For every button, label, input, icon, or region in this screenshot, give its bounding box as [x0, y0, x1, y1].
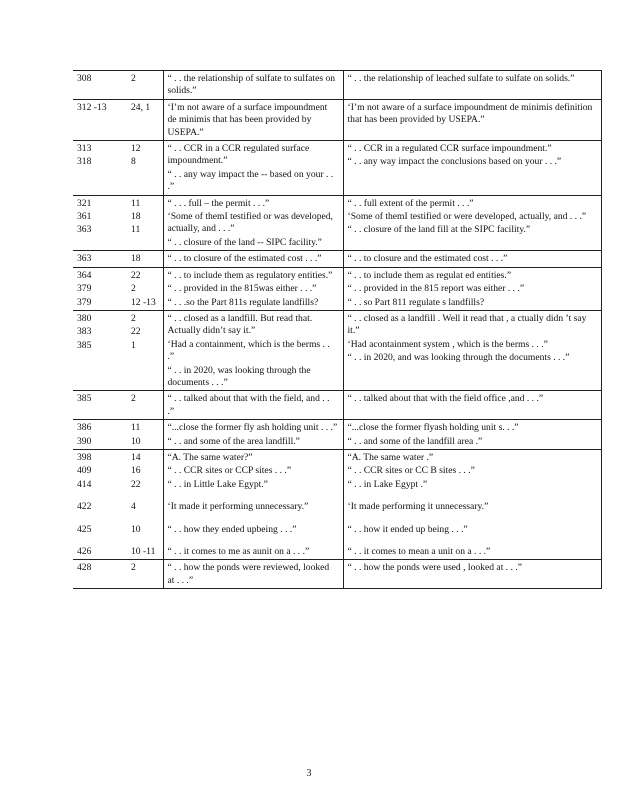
line-ref: 11 [131, 422, 141, 434]
original-text-cell [163, 251, 343, 267]
page-ref: 363 [77, 253, 92, 265]
original-text-cell [163, 391, 343, 420]
corrected-text: ‘I’m not aware of a surface impoundment de minimis definition that has been provided by USEPA.” [347, 101, 593, 126]
corrected-text: “ . . CCR sites or CC B sites . . .” [347, 465, 475, 477]
table-row [73, 141, 601, 196]
page-ref: 409 [77, 465, 92, 477]
line-ref: 1 [131, 339, 136, 351]
corrected-text: “ . . closed as a landfill . Well it read that , a ctually didn ’t say it.” [347, 312, 587, 337]
page-ref-cell [73, 71, 127, 100]
original-text-cell [163, 420, 343, 450]
page-ref: 414 [77, 478, 92, 490]
line-ref: 4 [131, 501, 136, 513]
original-text-cell [163, 449, 343, 559]
table-row [73, 267, 601, 310]
corrected-text-cell [343, 195, 601, 251]
corrected-text-cell [343, 99, 601, 140]
line-ref: 22 [131, 269, 141, 281]
corrected-text: “A. The same water .” [347, 451, 434, 463]
corrected-text-cell [343, 420, 601, 450]
page-ref-cell [73, 310, 127, 390]
line-ref: 10 [131, 435, 141, 447]
original-text: “A. The same water?” [167, 451, 253, 463]
corrected-text-cell [343, 391, 601, 420]
line-ref-cell [127, 420, 163, 450]
line-ref: 11 [131, 197, 141, 209]
line-ref: 2 [131, 73, 136, 84]
page-ref: 425 [77, 523, 92, 535]
original-text: “ . . . full – the permit . . .” [167, 197, 270, 209]
original-text-cell [163, 195, 343, 251]
original-text: “ . . in Little Lake Egypt.” [167, 478, 268, 490]
line-ref-cell [127, 310, 163, 390]
line-ref-cell [127, 99, 163, 140]
line-ref-cell [127, 560, 163, 589]
corrected-text: ‘Some of themI testified or were developed, actually, and . . .” [347, 211, 587, 223]
original-text: “ . . closed as a landfill. But read that. Actually didn’t say it.” [167, 312, 313, 337]
corrected-text: “ . . it comes to mean a unit on a . . .” [347, 546, 491, 557]
corrected-text: “ . . closure of the land fill at the SIPC facility.” [347, 224, 531, 236]
line-ref: 2 [131, 283, 136, 295]
corrected-text: “ . . to closure and the estimated cost . . .” [347, 253, 508, 265]
line-ref: 8 [131, 156, 136, 168]
original-text: ‘Had a containment, which is the berms . . .” [167, 338, 330, 363]
original-text-cell [163, 141, 343, 196]
original-text: “ . . any way impact the -- based on your . . .” [167, 168, 334, 193]
page-ref: 318 [77, 156, 92, 168]
corrected-text: “ . . the relationship of leached sulfate to sulfate on solids.” [347, 73, 575, 84]
page-ref-cell [73, 391, 127, 420]
corrected-text: ‘Had acontainment system , which is the berms . . .” [347, 338, 548, 350]
table-row [73, 560, 601, 589]
original-text: “ . . how the ponds were reviewed, looked at . . .” [167, 562, 330, 586]
line-ref: 24, 1 [131, 101, 151, 113]
corrected-text: “ . . so Part 811 regulate s landfills? [347, 296, 485, 308]
page-ref-cell [73, 195, 127, 251]
line-ref-cell [127, 449, 163, 559]
page-ref: 398 [77, 451, 92, 463]
original-text: “ . . in 2020, was looking through the documents . . .” [167, 364, 311, 388]
corrected-text-cell [343, 251, 601, 267]
corrected-text-cell [343, 560, 601, 589]
original-text: “ . . it comes to me as aunit on a . . .” [167, 546, 310, 557]
corrected-text: “ . . provided in the 815 report was either . . .” [347, 283, 525, 295]
corrected-text-cell [343, 141, 601, 196]
original-text: “ . . talked about that with the field, and . . .” [167, 393, 330, 417]
original-text-cell [163, 560, 343, 589]
table-row [73, 99, 601, 140]
corrected-text-cell [343, 267, 601, 310]
corrected-text-cell [343, 449, 601, 559]
page-ref-cell [73, 267, 127, 310]
errata-table-body [73, 71, 601, 589]
line-ref: 11 [131, 224, 141, 236]
page-ref: 422 [77, 501, 92, 513]
original-text-cell [163, 99, 343, 140]
page-ref-cell [73, 420, 127, 450]
page-ref: 380 [77, 312, 92, 324]
line-ref: 22 [131, 478, 141, 490]
corrected-text: “ . . how the ponds were used , looked at . . .” [347, 562, 523, 574]
table-row [73, 310, 601, 390]
original-text-cell [163, 310, 343, 390]
corrected-text-cell [343, 310, 601, 390]
line-ref-cell [127, 267, 163, 310]
table-row [73, 195, 601, 251]
corrected-text: “ . . to include them as regulat ed entities.” [347, 269, 512, 281]
original-text-cell [163, 267, 343, 310]
page-ref-cell [73, 560, 127, 589]
original-text: “ . . .so the Part 811s regulate landfills? [167, 296, 319, 308]
original-text: “ . . to closure of the estimated cost . . .” [167, 253, 322, 265]
page-ref: 379 [77, 296, 92, 308]
table-row [73, 391, 601, 420]
page-ref: 363 [77, 224, 92, 236]
line-ref: 18 [131, 211, 141, 223]
page-ref: 383 [77, 326, 92, 338]
line-ref: 18 [131, 253, 141, 265]
original-text: ‘I’m not aware of a surface impoundment de minimis that has been provided by USEPA.” [167, 101, 328, 138]
page-ref: 321 [77, 197, 92, 209]
line-ref: 14 [131, 451, 141, 463]
line-ref-cell [127, 391, 163, 420]
original-text: ‘It made it performing unnecessary.” [167, 501, 309, 513]
corrected-text: “ . . full extent of the permit . . .” [347, 197, 474, 209]
original-text: “ . . the relationship of sulfate to sulfates on solids.” [167, 73, 336, 97]
line-ref-cell [127, 71, 163, 100]
line-ref-cell [127, 251, 163, 267]
original-text: “ . . to include them as regulatory entities.” [167, 269, 333, 281]
page-ref: 428 [77, 562, 92, 574]
corrected-text: “ . . and some of the landfill area .” [347, 435, 483, 447]
original-text: “ . . closure of the land -- SIPC facility.” [167, 236, 322, 248]
original-text: “ . . and some of the area landfill.” [167, 435, 300, 447]
page-ref: 379 [77, 283, 92, 295]
corrected-text: “ . . any way impact the conclusions based on your . . .” [347, 156, 562, 168]
table-row [73, 71, 601, 100]
corrected-text: “ . . talked about that with the field office ,and . . .” [347, 393, 544, 405]
line-ref: 2 [131, 393, 136, 405]
page-ref: 385 [77, 339, 92, 351]
original-text: ‘Some of themI testified or was developed, actually, and . . .” [167, 211, 333, 235]
corrected-text: “ . . in Lake Egypt .” [347, 478, 428, 490]
line-ref: 22 [131, 326, 141, 338]
table-row [73, 449, 601, 559]
line-ref: 10 -11 [131, 546, 156, 557]
page-ref: 308 [77, 73, 92, 84]
line-ref: 10 [131, 523, 141, 535]
errata-table [73, 70, 602, 589]
corrected-text: “ . . CCR in a regulated CCR surface impoundment.” [347, 143, 552, 155]
page-ref: 312 -13 [77, 101, 107, 113]
corrected-text-cell [343, 71, 601, 100]
page-ref: 385 [77, 393, 92, 405]
page-ref: 390 [77, 435, 92, 447]
line-ref: 2 [131, 562, 136, 574]
page-ref: 426 [77, 546, 92, 557]
table-row [73, 420, 601, 450]
page-ref-cell [73, 141, 127, 196]
page-number: 3 [306, 768, 312, 779]
corrected-text: “...close the former flyash holding unit s. . .” [347, 422, 519, 434]
line-ref-cell [127, 141, 163, 196]
corrected-text: “ . . in 2020, and was looking through the documents . . .” [347, 352, 570, 364]
table-row [73, 251, 601, 267]
original-text-cell [163, 71, 343, 100]
page-ref: 361 [77, 211, 92, 223]
corrected-text: ‘It made performing it unnecessary.” [347, 501, 489, 513]
page-ref-cell [73, 251, 127, 267]
line-ref-cell [127, 195, 163, 251]
original-text: “ . . how they ended upbeing . . .” [167, 523, 297, 535]
original-text: “ . . CCR in a CCR regulated surface impoundment.” [167, 143, 310, 167]
line-ref: 12 -13 [131, 296, 156, 308]
page-ref-cell [73, 449, 127, 559]
original-text: “ . . CCR sites or CCP sites . . .” [167, 465, 292, 477]
page-ref-cell [73, 99, 127, 140]
line-ref: 16 [131, 465, 141, 477]
page-ref: 364 [77, 269, 92, 281]
corrected-text: “ . . how it ended up being . . .” [347, 523, 468, 535]
original-text: “ . . provided in the 815was either . . .” [167, 283, 317, 295]
page-ref: 386 [77, 422, 92, 434]
line-ref: 2 [131, 312, 136, 324]
page-ref: 313 [77, 143, 92, 155]
line-ref: 12 [131, 143, 141, 155]
original-text: “...close the former fly ash holding unit . . .” [167, 422, 338, 434]
